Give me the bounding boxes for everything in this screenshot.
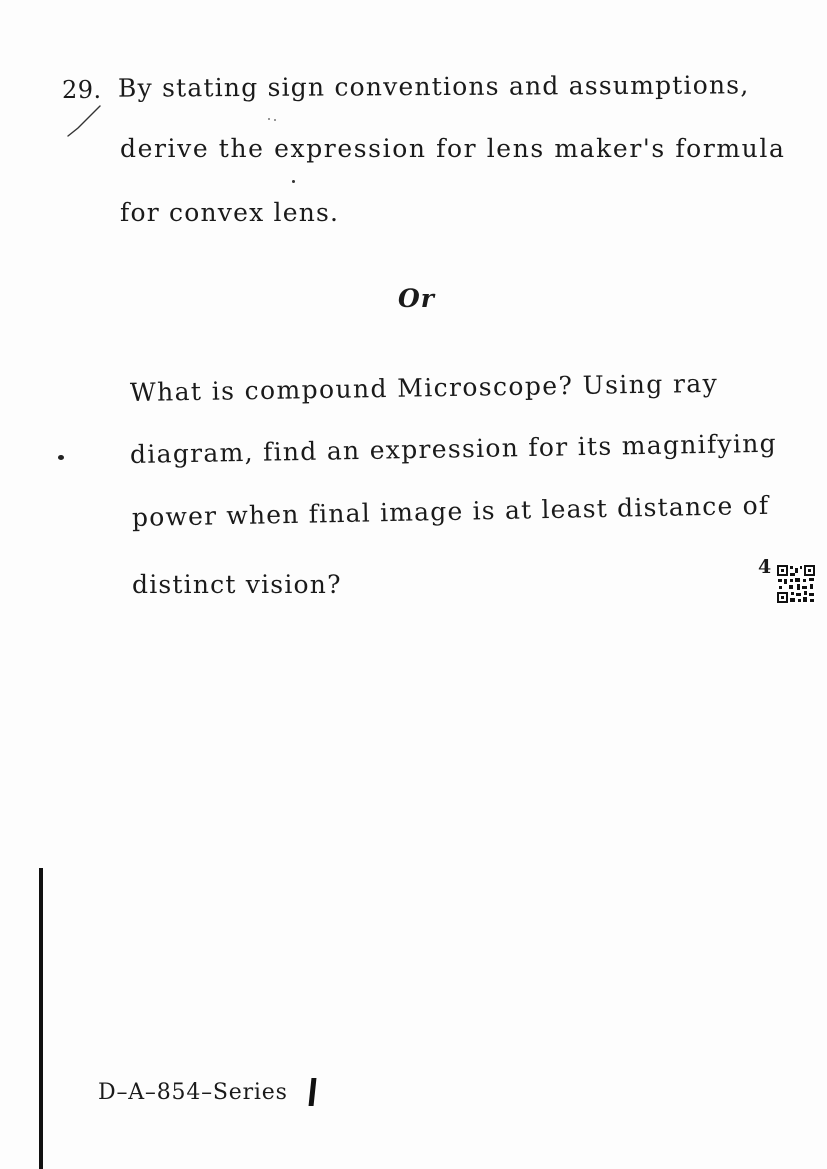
ink-dot <box>58 455 64 460</box>
alternative-question-line: distinct vision? <box>132 570 342 599</box>
ink-speck <box>268 118 270 120</box>
qr-code-icon <box>776 564 816 604</box>
marks-label: 4 <box>758 556 772 578</box>
pen-tick-mark-icon <box>66 102 106 142</box>
ink-speck <box>292 180 295 183</box>
question-text-line: for convex lens. <box>120 198 340 227</box>
series-code: D–A–854–Series <box>98 1080 288 1105</box>
alternative-question-line: diagram, find an expression for its magnifying <box>129 428 778 469</box>
ink-speck <box>274 119 276 121</box>
question-text-line: By stating sign conventions and assumptions, <box>117 70 750 103</box>
text-cursor-mark <box>309 1078 317 1106</box>
or-separator: Or <box>398 284 435 313</box>
alternative-question-line: power when final image is at least distance of <box>131 490 770 532</box>
binding-margin-line <box>39 868 43 1169</box>
alternative-question-line: What is compound Microscope? Using ray <box>129 368 719 407</box>
question-number: 29. <box>62 76 102 104</box>
question-text-line: derive the expression for lens maker's formula <box>120 134 786 163</box>
